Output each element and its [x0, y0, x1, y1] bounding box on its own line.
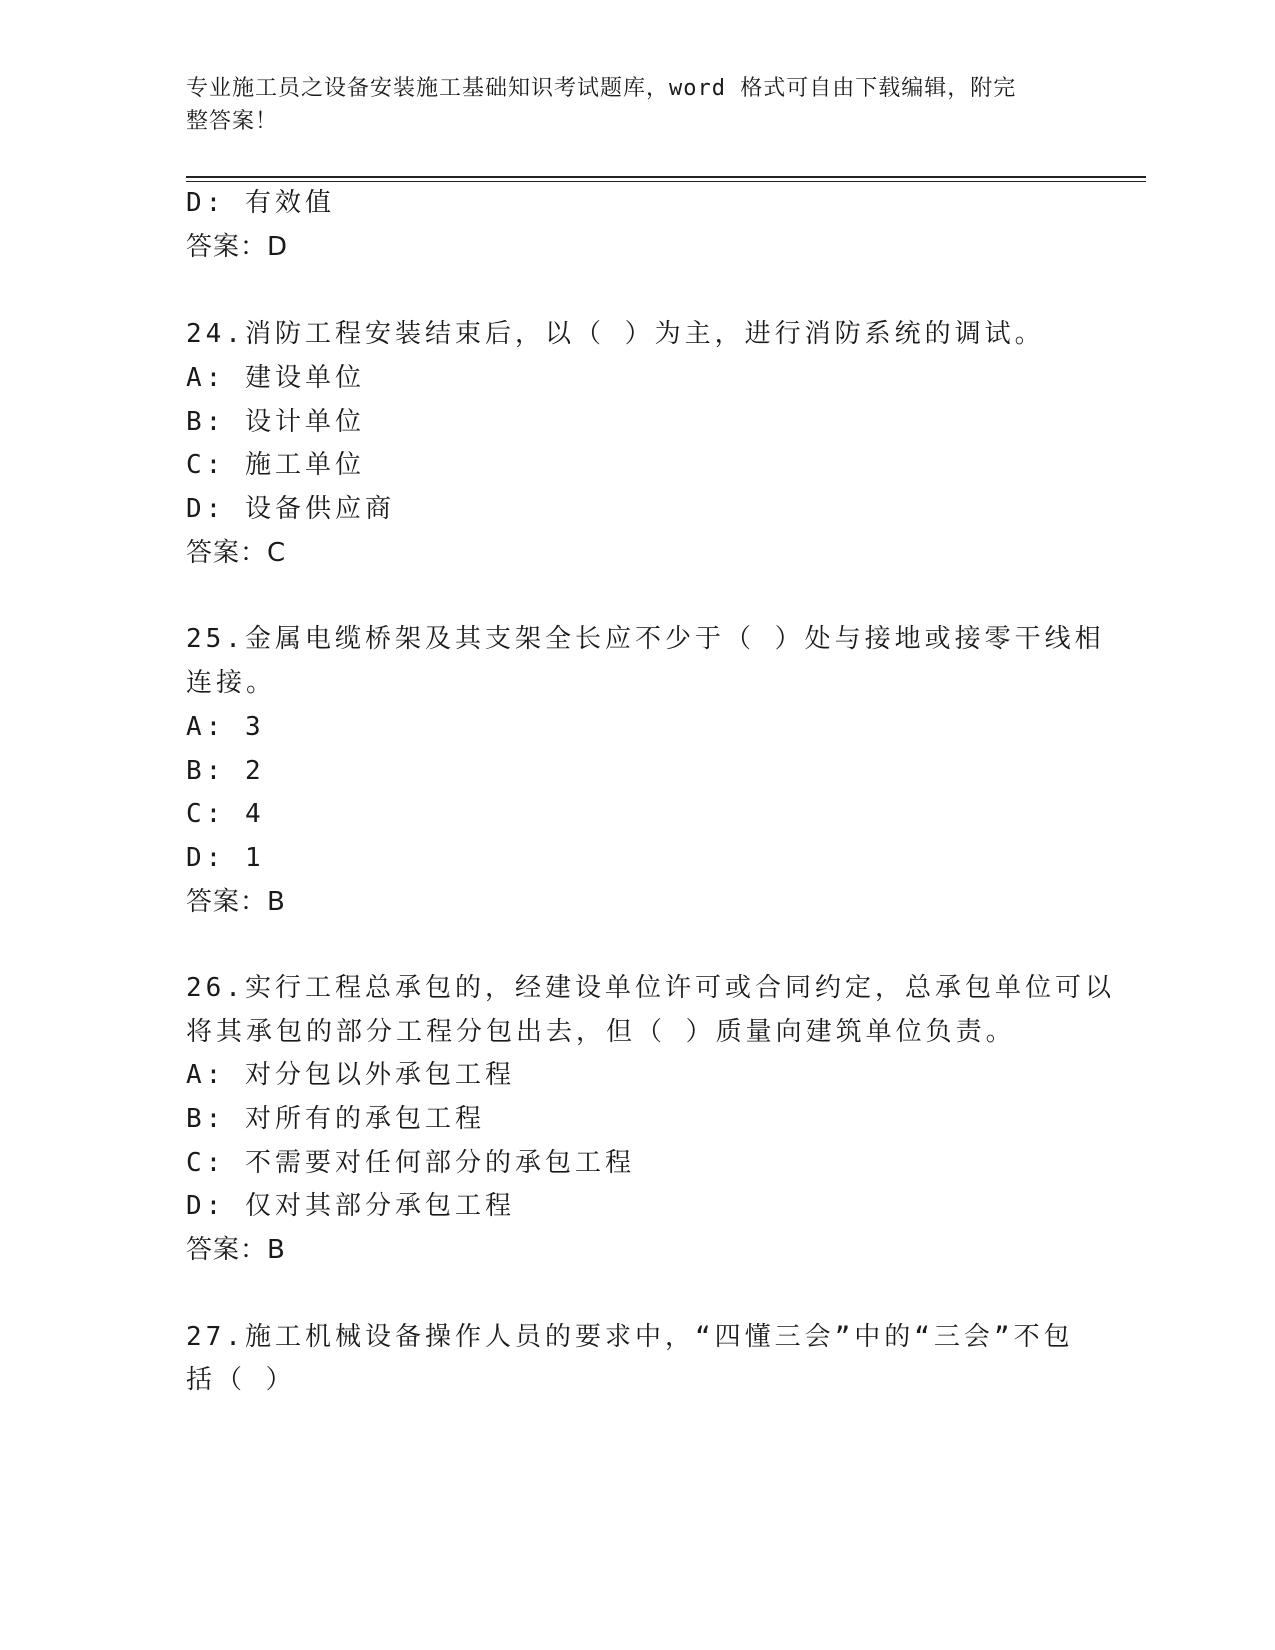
header-line: 专业施工员之设备安装施工基础知识考试题库，word 格式可自由下载编辑，附完: [186, 76, 1017, 101]
header-divider: [186, 176, 1146, 178]
option-d: D: 有效值: [186, 188, 335, 218]
question-26-answer: 答案：B: [186, 1235, 286, 1265]
header-divider-thin: [186, 181, 1146, 182]
question-24-option-d: D: 设备供应商: [186, 494, 395, 524]
answer-line: 答案：D: [186, 232, 289, 262]
question-25-text: 25.金属电缆桥架及其支架全长应不少于（ ）处与接地或接零干线相: [186, 624, 1105, 654]
question-25-option-b: B: 2: [186, 756, 265, 786]
question-24-option-c: C: 施工单位: [186, 450, 365, 480]
question-25-option-c: C: 4: [186, 799, 265, 829]
question-26-option-c: C: 不需要对任何部分的承包工程: [186, 1148, 635, 1178]
question-24-answer: 答案：C: [186, 538, 287, 568]
question-25-answer: 答案：B: [186, 887, 286, 917]
question-27-text-cont: 括（ ）: [186, 1365, 296, 1395]
page-header: [186, 72, 1066, 138]
question-26-option-b: B: 对所有的承包工程: [186, 1104, 485, 1134]
header-line: 整答案！: [186, 109, 279, 134]
question-25-option-a: A: 3: [186, 712, 265, 742]
question-25-text-cont: 连接。: [186, 668, 277, 698]
question-24-text: 24.消防工程安装结束后，以（ ）为主，进行消防系统的调试。: [186, 319, 1045, 349]
question-26-text: 26.实行工程总承包的，经建设单位许可或合同约定，总承包单位可以: [186, 973, 1115, 1003]
question-24-option-a: A: 建设单位: [186, 363, 365, 393]
question-26-option-a: A: 对分包以外承包工程: [186, 1060, 515, 1090]
question-24-option-b: B: 设计单位: [186, 407, 365, 437]
question-26-option-d: D: 仅对其部分承包工程: [186, 1191, 515, 1221]
question-26-text-cont: 将其承包的部分工程分包出去，但（ ）质量向建筑单位负责。: [186, 1017, 1016, 1047]
question-27-text: 27.施工机械设备操作人员的要求中，“四懂三会”中的“三会”不包: [186, 1322, 1074, 1352]
question-25-option-d: D: 1: [186, 843, 265, 873]
